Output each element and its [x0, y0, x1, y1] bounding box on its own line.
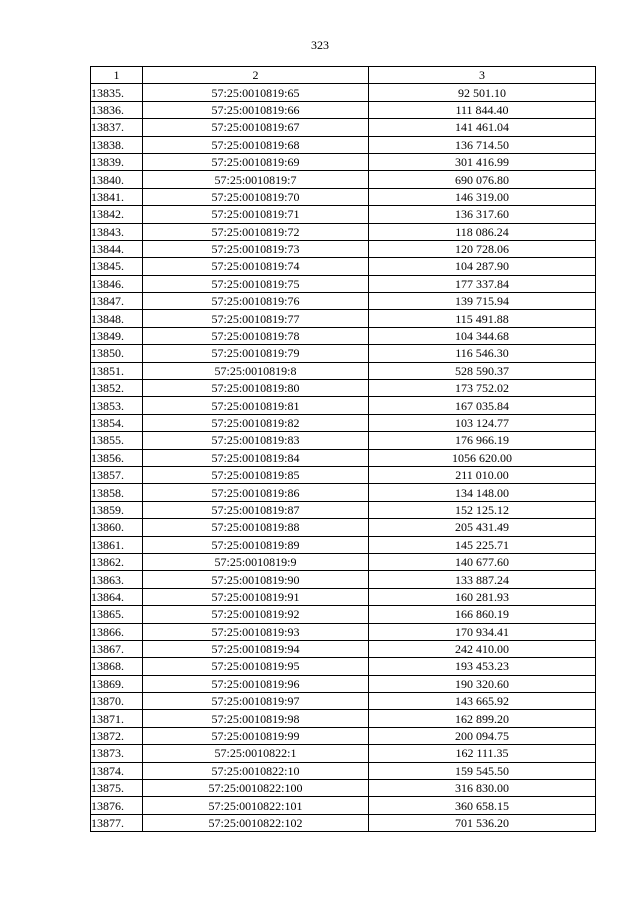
table-row	[91, 345, 596, 362]
cadastral-number: 57:25:0010819:90	[143, 571, 369, 588]
table-row	[91, 258, 596, 275]
row-number: 13858.	[91, 484, 143, 501]
cadastral-value: 316 830.00	[369, 780, 596, 797]
table-row	[91, 171, 596, 188]
row-number: 13873.	[91, 745, 143, 762]
cadastral-value: 92 501.10	[369, 84, 596, 101]
table-row	[91, 136, 596, 153]
cadastral-value: 1056 620.00	[369, 449, 596, 466]
cadastral-value: 120 728.06	[369, 240, 596, 257]
cadastral-number: 57:25:0010819:86	[143, 484, 369, 501]
cadastral-number: 57:25:0010822:1	[143, 745, 369, 762]
cadastral-number: 57:25:0010819:77	[143, 310, 369, 327]
cadastral-number: 57:25:0010819:9	[143, 553, 369, 570]
cadastral-value: 146 319.00	[369, 188, 596, 205]
cadastral-number: 57:25:0010819:80	[143, 380, 369, 397]
table-row	[91, 553, 596, 570]
table-row	[91, 293, 596, 310]
table-row	[91, 571, 596, 588]
row-number: 13840.	[91, 171, 143, 188]
cadastral-value: 167 035.84	[369, 397, 596, 414]
table-row	[91, 675, 596, 692]
table-row	[91, 658, 596, 675]
row-number: 13862.	[91, 553, 143, 570]
table-row	[91, 814, 596, 831]
cadastral-number: 57:25:0010819:78	[143, 327, 369, 344]
cadastral-value: 115 491.88	[369, 310, 596, 327]
cadastral-number: 57:25:0010822:102	[143, 814, 369, 831]
row-number: 13867.	[91, 640, 143, 657]
table-row	[91, 432, 596, 449]
cadastral-number: 57:25:0010819:7	[143, 171, 369, 188]
table-row	[91, 606, 596, 623]
table-row	[91, 762, 596, 779]
cadastral-value: 528 590.37	[369, 362, 596, 379]
table-row	[91, 693, 596, 710]
table-row	[91, 484, 596, 501]
cadastral-value: 205 431.49	[369, 519, 596, 536]
row-number: 13856.	[91, 449, 143, 466]
cadastral-number: 57:25:0010822:10	[143, 762, 369, 779]
table-row	[91, 727, 596, 744]
cadastral-value: 143 665.92	[369, 693, 596, 710]
cadastral-value: 360 658.15	[369, 797, 596, 814]
cadastral-number: 57:25:0010819:85	[143, 466, 369, 483]
cadastral-value: 145 225.71	[369, 536, 596, 553]
table-row	[91, 327, 596, 344]
table-row	[91, 397, 596, 414]
row-number: 13842.	[91, 206, 143, 223]
cadastral-value: 242 410.00	[369, 640, 596, 657]
cadastral-number: 57:25:0010819:75	[143, 275, 369, 292]
row-number: 13837.	[91, 119, 143, 136]
cadastral-number: 57:25:0010819:76	[143, 293, 369, 310]
cadastral-value: 162 111.35	[369, 745, 596, 762]
column-header-value: 3	[369, 67, 596, 84]
row-number: 13866.	[91, 623, 143, 640]
row-number: 13860.	[91, 519, 143, 536]
row-number: 13868.	[91, 658, 143, 675]
row-number: 13876.	[91, 797, 143, 814]
table-row	[91, 101, 596, 118]
cadastral-value: 162 899.20	[369, 710, 596, 727]
table-header-row	[91, 67, 596, 84]
table-row	[91, 240, 596, 257]
cadastral-number: 57:25:0010819:82	[143, 414, 369, 431]
table-row	[91, 797, 596, 814]
table-row	[91, 623, 596, 640]
row-number: 13851.	[91, 362, 143, 379]
table-row	[91, 153, 596, 170]
row-number: 13836.	[91, 101, 143, 118]
cadastral-value: 116 546.30	[369, 345, 596, 362]
row-number: 13841.	[91, 188, 143, 205]
cadastral-number: 57:25:0010819:8	[143, 362, 369, 379]
table-row	[91, 119, 596, 136]
cadastral-number: 57:25:0010822:100	[143, 780, 369, 797]
cadastral-value: 134 148.00	[369, 484, 596, 501]
row-number: 13855.	[91, 432, 143, 449]
cadastral-number: 57:25:0010819:67	[143, 119, 369, 136]
table-row	[91, 710, 596, 727]
table-row	[91, 501, 596, 518]
table-row	[91, 588, 596, 605]
cadastral-value: 141 461.04	[369, 119, 596, 136]
table-row	[91, 536, 596, 553]
cadastral-value: 103 124.77	[369, 414, 596, 431]
cadastral-value: 139 715.94	[369, 293, 596, 310]
table-row	[91, 380, 596, 397]
table-row	[91, 780, 596, 797]
row-number: 13852.	[91, 380, 143, 397]
cadastral-number: 57:25:0010819:74	[143, 258, 369, 275]
table-row	[91, 84, 596, 101]
row-number: 13871.	[91, 710, 143, 727]
row-number: 13839.	[91, 153, 143, 170]
cadastral-number: 57:25:0010819:79	[143, 345, 369, 362]
row-number: 13835.	[91, 84, 143, 101]
cadastral-number: 57:25:0010819:96	[143, 675, 369, 692]
table-row	[91, 466, 596, 483]
row-number: 13865.	[91, 606, 143, 623]
table-row	[91, 275, 596, 292]
row-number: 13838.	[91, 136, 143, 153]
cadastral-value: 133 887.24	[369, 571, 596, 588]
cadastral-number: 57:25:0010819:68	[143, 136, 369, 153]
cadastral-value: 701 536.20	[369, 814, 596, 831]
table-row	[91, 519, 596, 536]
cadastral-number: 57:25:0010822:101	[143, 797, 369, 814]
cadastral-value: 166 860.19	[369, 606, 596, 623]
table-row	[91, 223, 596, 240]
cadastral-number: 57:25:0010819:95	[143, 658, 369, 675]
cadastral-number: 57:25:0010819:72	[143, 223, 369, 240]
cadastral-value: 104 287.90	[369, 258, 596, 275]
row-number: 13846.	[91, 275, 143, 292]
cadastral-number: 57:25:0010819:94	[143, 640, 369, 657]
cadastral-value: 301 416.99	[369, 153, 596, 170]
cadastral-number: 57:25:0010819:99	[143, 727, 369, 744]
cadastral-value: 173 752.02	[369, 380, 596, 397]
cadastral-number: 57:25:0010819:93	[143, 623, 369, 640]
cadastral-number: 57:25:0010819:66	[143, 101, 369, 118]
page-number: 323	[311, 38, 329, 52]
cadastral-number: 57:25:0010819:73	[143, 240, 369, 257]
cadastral-value: 160 281.93	[369, 588, 596, 605]
cadastral-number: 57:25:0010819:92	[143, 606, 369, 623]
table-row	[91, 206, 596, 223]
row-number: 13870.	[91, 693, 143, 710]
cadastral-value: 193 453.23	[369, 658, 596, 675]
row-number: 13848.	[91, 310, 143, 327]
cadastral-number: 57:25:0010819:71	[143, 206, 369, 223]
row-number: 13877.	[91, 814, 143, 831]
row-number: 13849.	[91, 327, 143, 344]
cadastral-value: 136 714.50	[369, 136, 596, 153]
cadastral-number: 57:25:0010819:83	[143, 432, 369, 449]
cadastral-number: 57:25:0010819:65	[143, 84, 369, 101]
row-number: 13857.	[91, 466, 143, 483]
cadastral-value: 190 320.60	[369, 675, 596, 692]
cadastral-number: 57:25:0010819:69	[143, 153, 369, 170]
cadastral-value: 104 344.68	[369, 327, 596, 344]
row-number: 13854.	[91, 414, 143, 431]
table-row	[91, 362, 596, 379]
row-number: 13861.	[91, 536, 143, 553]
table-row	[91, 414, 596, 431]
row-number: 13843.	[91, 223, 143, 240]
cadastral-number: 57:25:0010819:84	[143, 449, 369, 466]
cadastral-value: 177 337.84	[369, 275, 596, 292]
cadastral-value: 170 934.41	[369, 623, 596, 640]
table-row	[91, 188, 596, 205]
cadastral-value: 176 966.19	[369, 432, 596, 449]
cadastral-value: 211 010.00	[369, 466, 596, 483]
table-row	[91, 310, 596, 327]
cadastral-number: 57:25:0010819:81	[143, 397, 369, 414]
table-row	[91, 640, 596, 657]
cadastral-value: 200 094.75	[369, 727, 596, 744]
row-number: 13845.	[91, 258, 143, 275]
cadastral-value: 111 844.40	[369, 101, 596, 118]
cadastral-number: 57:25:0010819:98	[143, 710, 369, 727]
cadastral-number: 57:25:0010819:89	[143, 536, 369, 553]
cadastral-value: 140 677.60	[369, 553, 596, 570]
cadastral-value-table	[90, 66, 596, 832]
cadastral-number: 57:25:0010819:91	[143, 588, 369, 605]
row-number: 13872.	[91, 727, 143, 744]
column-header-index: 1	[91, 67, 143, 84]
cadastral-number: 57:25:0010819:97	[143, 693, 369, 710]
cadastral-value: 159 545.50	[369, 762, 596, 779]
table-row	[91, 449, 596, 466]
row-number: 13864.	[91, 588, 143, 605]
cadastral-value: 118 086.24	[369, 223, 596, 240]
cadastral-value: 136 317.60	[369, 206, 596, 223]
cadastral-number: 57:25:0010819:70	[143, 188, 369, 205]
row-number: 13863.	[91, 571, 143, 588]
table-row	[91, 745, 596, 762]
row-number: 13874.	[91, 762, 143, 779]
row-number: 13844.	[91, 240, 143, 257]
row-number: 13869.	[91, 675, 143, 692]
row-number: 13853.	[91, 397, 143, 414]
row-number: 13875.	[91, 780, 143, 797]
row-number: 13859.	[91, 501, 143, 518]
cadastral-number: 57:25:0010819:87	[143, 501, 369, 518]
cadastral-value: 152 125.12	[369, 501, 596, 518]
row-number: 13850.	[91, 345, 143, 362]
column-header-cadastral-number: 2	[143, 67, 369, 84]
cadastral-value: 690 076.80	[369, 171, 596, 188]
row-number: 13847.	[91, 293, 143, 310]
cadastral-number: 57:25:0010819:88	[143, 519, 369, 536]
